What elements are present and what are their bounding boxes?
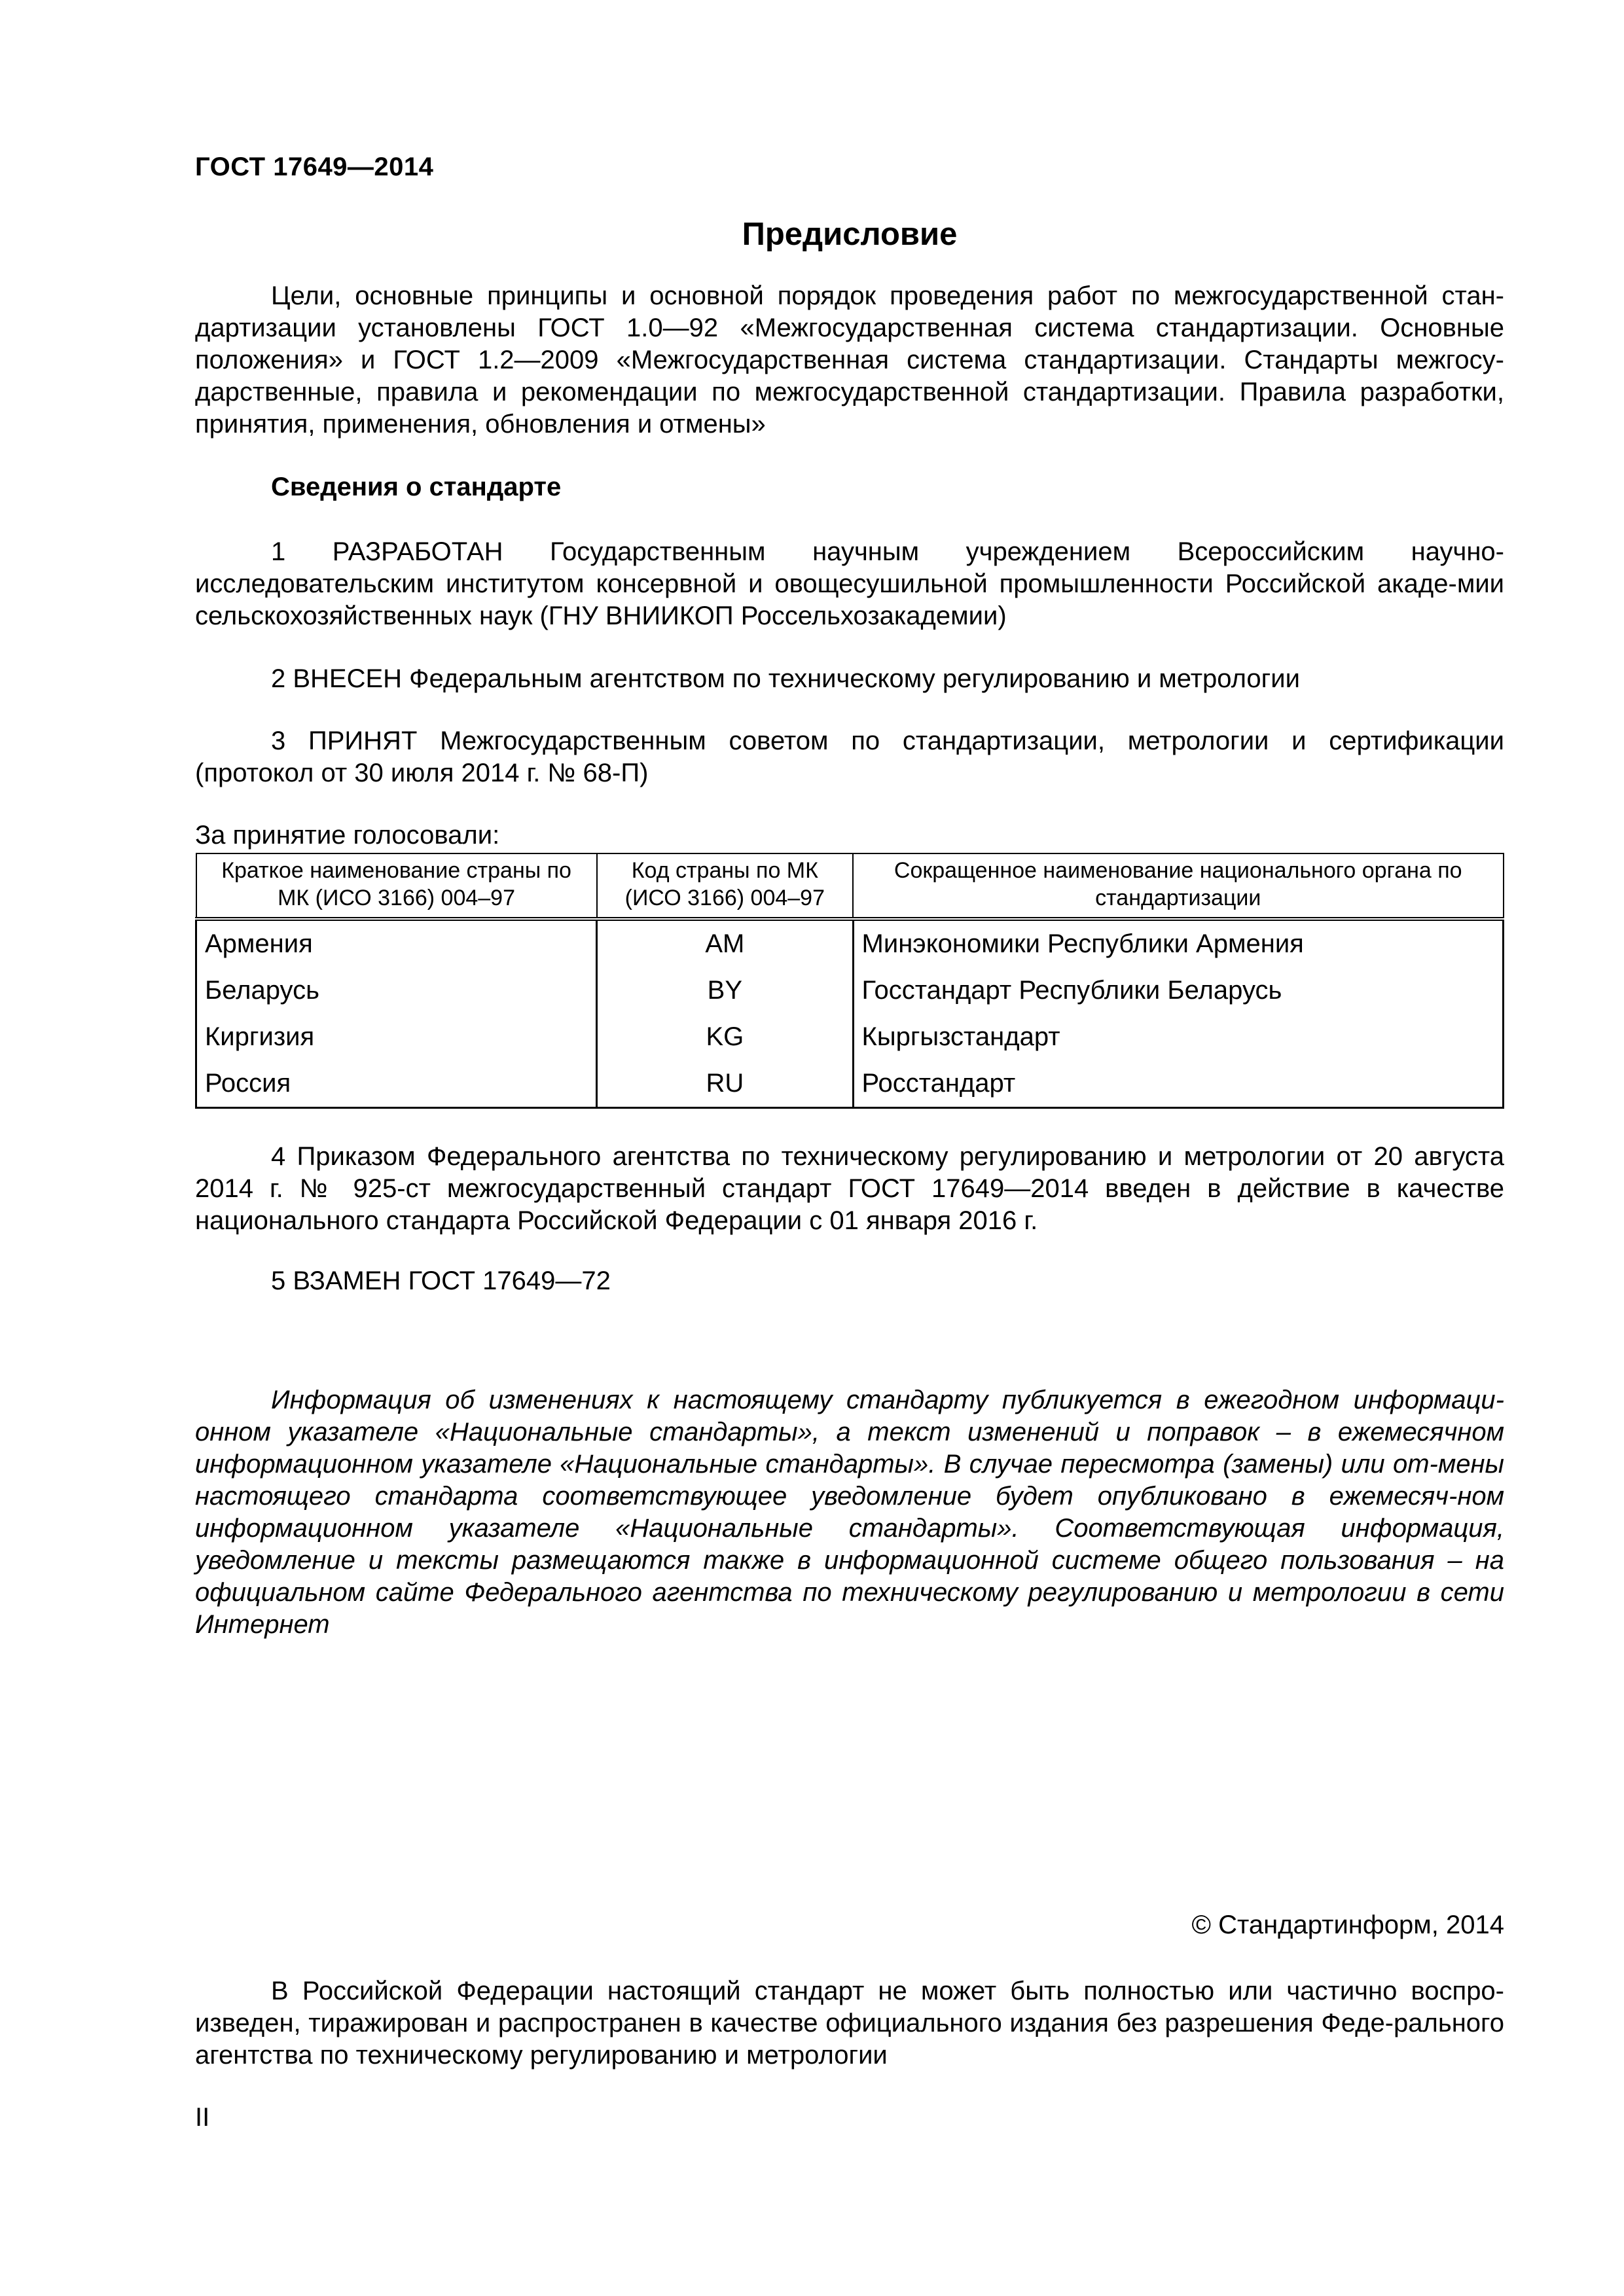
header-body: Сокращенное наименование национального органа по стандартизации	[853, 853, 1503, 919]
header-country: Краткое наименование страны по МК (ИСО 3166) 004–97	[196, 853, 597, 919]
page-title: Предисловие	[742, 217, 958, 252]
cell-body: Кыргызстандарт	[853, 1014, 1503, 1060]
cell-code: AM	[597, 919, 853, 967]
change-info-paragraph: Информация об изменениях к настоящему стандарту публикуется в ежегодном информаци-онном указателе «Национальные стандарты», а текст изменений и поправок – в ежемесячном информационном указателе «Национальные стандарты». В случае пересмотра (замены) или от-мены настоящего стандарта соответствующее уведомление будет опубликовано в ежемесяч-ном информационном указателе «Национальные стандарты». Соответствующая информация, уведомление и тексты размещаются также в информационной системе общего пользования – на официальном сайте Федерального агентства по техническому регулированию и метрологии в сети Интернет	[195, 1386, 1504, 1639]
cell-body: Росстандарт	[853, 1060, 1503, 1108]
cell-country: Беларусь	[196, 967, 597, 1014]
item-enacted: 4 Приказом Федерального агентства по техническому регулированию и метрологии от 20 августа 2014 г. № 925-ст межгосударственный стандарт ГОСТ 17649—2014 введен в действие в качестве национального стандарта Российской Федерации с 01 января 2016 г.	[195, 1142, 1504, 1235]
table-row	[196, 1060, 1504, 1108]
cell-code: KG	[597, 1014, 853, 1060]
table-row	[196, 967, 1504, 1014]
document-page	[195, 0, 1504, 2296]
reproduction-notice: В Российской Федерации настоящий стандарт не может быть полностью или частично воспро-изведен, тиражирован и распространен в качестве официального издания без разрешения Феде-рального агентства по техническому регулированию и метрологии	[195, 1977, 1504, 2070]
table-header-row	[196, 853, 1504, 919]
table-row	[196, 1014, 1504, 1060]
cell-code: RU	[597, 1060, 853, 1108]
section-heading: Сведения о стандарте	[271, 473, 562, 501]
cell-body: Госстандарт Республики Беларусь	[853, 967, 1503, 1014]
cell-country: Армения	[196, 919, 597, 967]
cell-body: Минэкономики Республики Армения	[853, 919, 1503, 967]
copyright-notice: © Стандартинформ, 2014	[1191, 1910, 1504, 1939]
document-code: ГОСТ 17649—2014	[195, 152, 434, 181]
item-adopted: 3 ПРИНЯТ Межгосударственным советом по стандартизации, метрологии и сертификации (протокол от 30 июля 2014 г. № 68-П)	[195, 726, 1504, 787]
page-number: II	[195, 2103, 210, 2132]
item-submitted: 2 ВНЕСЕН Федеральным агентством по техническому регулированию и метрологии	[271, 664, 1300, 693]
cell-country: Россия	[196, 1060, 597, 1108]
cell-code: BY	[597, 967, 853, 1014]
votes-label: За принятие голосовали:	[195, 821, 500, 850]
cell-country: Киргизия	[196, 1014, 597, 1060]
votes-table	[195, 853, 1504, 1109]
header-code: Код страны по МК (ИСО 3166) 004–97	[597, 853, 853, 919]
table-row	[196, 919, 1504, 967]
item-replaces: 5 ВЗАМЕН ГОСТ 17649—72	[271, 1266, 611, 1295]
item-developed: 1 РАЗРАБОТАН Государственным научным учреждением Всероссийским научно-исследовательским институтом консервной и овощесушильной промышленности Российской акаде-мии сельскохозяйственных наук (ГНУ ВНИИКОП Россельхозакадемии)	[195, 537, 1504, 630]
intro-paragraph: Цели, основные принципы и основной порядок проведения работ по межгосударственной стан-дартизации установлены ГОСТ 1.0—92 «Межгосударственная система стандартизации. Основные положения» и ГОСТ 1.2—2009 «Межгосударственная система стандартизации. Стандарты межгосу-дарственные, правила и рекомендации по межгосударственной стандартизации. Правила разработки, принятия, применения, обновления и отмены»	[195, 281, 1504, 439]
